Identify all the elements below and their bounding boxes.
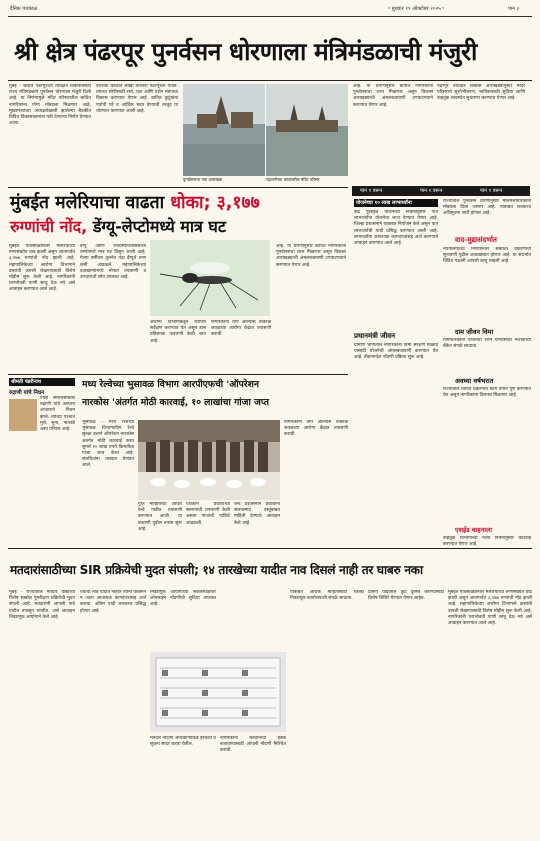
mosquito-photo	[150, 240, 270, 316]
story5-col7: प्रारूप यादीतील त्रुटी दुरुस्त करण्यासाठी विशेष शिबिरे घेण्यात येणार आहेत.	[368, 590, 444, 602]
temple-photo-1	[183, 84, 265, 176]
story2-col5: आहे. या धोरणानुसार बाधित नागरिकांना पुनर्वसनाचा लाभ मिळणार असून विकास आराखड्याची अंमलबजावणी टप्प्याटप्प्याने करण्यात येणार आहे.	[276, 244, 346, 268]
obituary-photo	[9, 399, 37, 431]
side-title-insurance: दाम जीवन विमा	[455, 328, 494, 336]
headline-rpf: मध्य रेल्वेच्या भुसावळ विभाग आरपीएफची 'ऑपरेशन नारकोस 'अंतर्गत मोठी कारवाई, १० लाखांचा गांजा जप्त	[82, 379, 269, 408]
story5-col5: नागरिकांनी मतदानाचा हक्क बजावण्यासाठी आपली नोंदणी निश्चित करावी.	[220, 736, 286, 754]
headline-pandharpur: श्री क्षेत्र पंढरपूर पुनर्वसन धोरणाला मंत्रिमंडळाची मंजुरी	[14, 37, 477, 66]
headline-sir: मतदारांसाठीच्या SIR प्रक्रियेची मुदत संपली; १४ तारखेच्या यादीत नाव दिसलं नाही तर घाबरु नका	[10, 563, 423, 577]
side-column-top: राज्यातील पुनर्वसन धोरणानुसार मालमत्ताधारकांना मोबदला दिला जाणार आहे. याबाबत लवकरच अधिसूचना जारी होणार आहे.	[443, 199, 531, 217]
right-section-2-title: प्रधानमंत्री जीवन	[354, 332, 396, 340]
obituary-box	[9, 378, 75, 498]
story1-col1: मुंबई - श्रीक्षेत्र पंढरपूरच्या तीर्थक्षेत्र विकासासाठी राज्य मंत्रिमंडळाने पुनर्वसन धोरणाला मंजुरी दिली आहे. या निर्णयामुळे मंदिर परिसरातील बाधित नागरिकांना योग्य मोबदला मिळणार आहे. मुख्यमंत्र्यांच्या अध्यक्षतेखाली झालेल्या बैठकीत विविध विकासकामांना गती देण्याचा निर्णय घेण्यात आला.	[9, 84, 91, 127]
paper-name: दैनिक पथकाळ	[10, 6, 38, 12]
story2-col2: डेंग्यू आणि लेप्टोस्पायरोसिसच्या रुग्णांमध्ये मात्र घट दिसून आली आहे. गेल्या वर्षीच्या तुलनेत यंदा डेंग्यूचे रुग्ण कमी आढळले. महापालिकेच्या दवाखान्यांमध्ये मोफत तपासणी व उपचारांची सोय उपलब्ध आहे.	[80, 244, 146, 281]
story1-col3: आहे. या धोरणानुसार बाधित नागरिकांना पुनर्वसनाचा लाभ मिळणार असून विकास आराखड्याची अंमलबजावणी टप्प्याटप्प्याने करण्यात येणार आहे.	[353, 84, 433, 108]
obituary-subtitle: रुद्राणी यांचे निधन	[9, 390, 45, 396]
story5-col2: ज्यांची नावे यादीत नाहीत त्यांनी घाबरून न जाता आवश्यक कागदपत्रांसह अर्ज करावा. अंतिम यादी लवकरच प्रसिद्ध होणार आहे.	[80, 590, 146, 614]
story5-col1: मुंबई - राज्यातील मतदार याद्यांच्या विशेष सखोल पुनरीक्षण प्रक्रियेची मुदत संपली आहे. मतदारांनी आपली नावे यादीत तपासून घ्यावीत, असे आवाहन निवडणूक आयोगाने केले आहे.	[9, 590, 75, 620]
story4-col2: गुप्त माहितीच्या आधारे रेल्वे गाडीत तपासणी करण्यात आली. या प्रकरणी पुढील तपास सुरू आहे.	[138, 502, 182, 532]
story5-col4: मतदार नोंदणी अधिकाऱ्यांकडे हरकती व सूचना सादर करता येतील.	[150, 736, 216, 748]
right-text-2: ग्रामीण भागातील नागरिकांना विमा संरक्षण मिळावे यासाठी योजनेची अंमलबजावणी करण्यात येत आहे. बँकांमार्फत नोंदणी प्रक्रिया सुरू आहे.	[354, 343, 438, 361]
date-line: ॰ बुधवार १९ ऑक्टोबर २०२५ ॰	[388, 6, 445, 12]
headline-malaria: मुंबईत मलेरियाचा वाढता धोका; ३,१७७	[10, 193, 260, 213]
obituary-text: ज्येष्ठ समाजसेविका रुद्राणी यांचे अल्पशा आजाराने निधन झाले. त्यांच्या पश्चात मुले, सुना, नातवंडे असा परिवार आहे.	[40, 396, 75, 433]
story4-col1: भुसावळ - मध्य रेल्वेच्या भुसावळ विभागातील रेल्वे सुरक्षा दलाने ऑपरेशन नारकोस अंतर्गत मोठी कारवाई करत सुमारे १० लाख रुपये किमतीचा गांजा जप्त केला आहे. संशयितांना ताब्यात घेण्यात आले.	[82, 420, 134, 469]
story4-col4: रेल्वे प्रशासनाने प्रवाशांना संशयास्पद वस्तूंबाबत माहिती देण्याचे आवाहन केले आहे.	[234, 502, 280, 526]
story5-col3: निवडणूक आयोगाच्या संकेतस्थळावर ऑनलाइन नोंदणीची सुविधा उपलब्ध आहे.	[150, 590, 216, 608]
subheadline-malaria: रुग्णांची नोंद, डेंग्यू-लेप्टोमध्ये मात्र घट	[10, 217, 226, 236]
side-title-dispute: वाद-मुद्यासंदर्भात	[455, 236, 497, 244]
temple-photo-2	[266, 84, 348, 176]
story2-col4: नागरिकांनी ताप आल्यास तत्काळ जवळच्या आरोग्य केंद्रात तपासणी करावी.	[211, 320, 271, 338]
story1-col4: पंढरपूर तीर्थक्षेत्र विकास आराखड्यानुसार मंदिर परिसराचे सुशोभीकरण, भाविकांसाठी सुविधा आणि वाहतूक व्यवस्थेत सुधारणा करण्यात येणार आहे.	[437, 84, 525, 102]
photo-caption-1: पुनर्वसनाचा नवा आराखडा	[183, 177, 223, 182]
side-text-vehicle: वाहतूक विभागाच्या नव्या नियमांनुसार कारवाई करण्यात येणार आहे.	[443, 536, 531, 548]
right-section-1-title: योजनेच्या १० लाख लाभार्थ्यांना	[354, 199, 438, 207]
voter-list-photo	[150, 652, 286, 732]
rpf-group-photo	[138, 420, 280, 500]
side-text-insurance: विमाधारकांना योजनेचा लाभ घेण्यासाठी नजीकच्या बँकेत संपर्क साधावा.	[443, 338, 531, 350]
side-text-dispute: न्यायालयाच्या निर्णयानंतर संबंधित प्रकरणाची सुनावणी पुढील आठवड्यात होणार आहे. या संदर्भात विविध पक्षांनी आपली बाजू मांडली आहे.	[443, 247, 531, 265]
side-title-section3: अवघ्या वर्षभरात	[455, 377, 494, 385]
story2-col1: मुंबईत पावसाळ्यानंतर मलेरियाच्या रुग्णसंख्येत वाढ झाली असून आतापर्यंत ३,१७७ रुग्णांची नोंद झाली आहे. महापालिकेच्या आरोग्य विभागाने डासांची उत्पत्ती रोखण्यासाठी विशेष मोहीम सुरू केली आहे. नागरिकांनी घराभोवती पाणी साचू देऊ नये असे आवाहन करण्यात आले आहे.	[9, 244, 75, 293]
story1-col2: वारीच्या काळात लाखो वारकरी पंढरपूरला येतात. त्यांच्या सोयीसाठी रस्ते, घाट आणि दर्शन मंडपाचा विकास करण्यात येणार आहे. बाधित कुटुंबांना पर्यायी घरे व आर्थिक मदत देण्याची तरतूद या धोरणात करण्यात आली आहे.	[96, 84, 178, 114]
story2-col3: आरोग्य विभागाकडून घरोघरी सर्वेक्षण करण्यात येत असून डास प्रतिबंधक फवारणी केली जात आहे.	[150, 320, 206, 344]
right-text-1: केंद्र पुरस्कृत योजनेच्या निकषानुसार पात्र लाभार्थ्यांना योजनेचा लाभ देण्यात येणार आहे. जिल्हा प्रशासनाने याबाबत नियोजन केले असून पात्र लाभार्थ्यांची यादी प्रसिद्ध करण्यात आली आहे. लाभार्थ्यांना आवश्यक कागदपत्रांसह अर्ज करण्याचे आवाहन करण्यात आले आहे.	[354, 210, 438, 247]
photo-caption-2: चंद्रभागेच्या काठावरील मंदिर परिसर	[266, 177, 320, 182]
continued-bar: पान १ वरून पान १ वरून पान १ वरून	[352, 186, 530, 196]
side-title-vehicle: एसईड वाहनाला	[455, 526, 493, 534]
story5-col8: मुंबईत पावसाळ्यानंतर मलेरियाच्या रुग्णसंख्येत वाढ झाली असून आतापर्यंत ३,१७७ रुग्णांची नोंद झाली आहे. महापालिकेच्या आरोग्य विभागाने डासांची उत्पत्ती रोखण्यासाठी विशेष मोहीम सुरू केली आहे. नागरिकांनी घराभोवती पाणी साचू देऊ नये असे आवाहन करण्यात आले आहे.	[448, 590, 532, 627]
story4-col3: पथकाने प्रवाशांच्या सामानाची तपासणी केली असता गांजाची पाकिटे आढळली.	[186, 502, 230, 526]
story4-col5: नागरिकांनी ताप आल्यास तत्काळ जवळच्या आरोग्य केंद्रात तपासणी करावी.	[284, 420, 348, 438]
story5-col6: याबाबत अधिक माहितीसाठी जिल्हा निवडणूक कार्यालयाशी संपर्क साधावा.	[290, 590, 364, 602]
page-number: पान ३	[508, 6, 520, 12]
side-text-section3: राज्यातील विविध प्रकल्पांचे काम वेगाने पूर्ण करण्यात येत असून नागरिकांना दिलासा मिळणार आहे.	[443, 387, 531, 399]
obituary-title: श्रीमती पंढरीनाथ	[9, 378, 75, 386]
masthead	[8, 4, 532, 17]
